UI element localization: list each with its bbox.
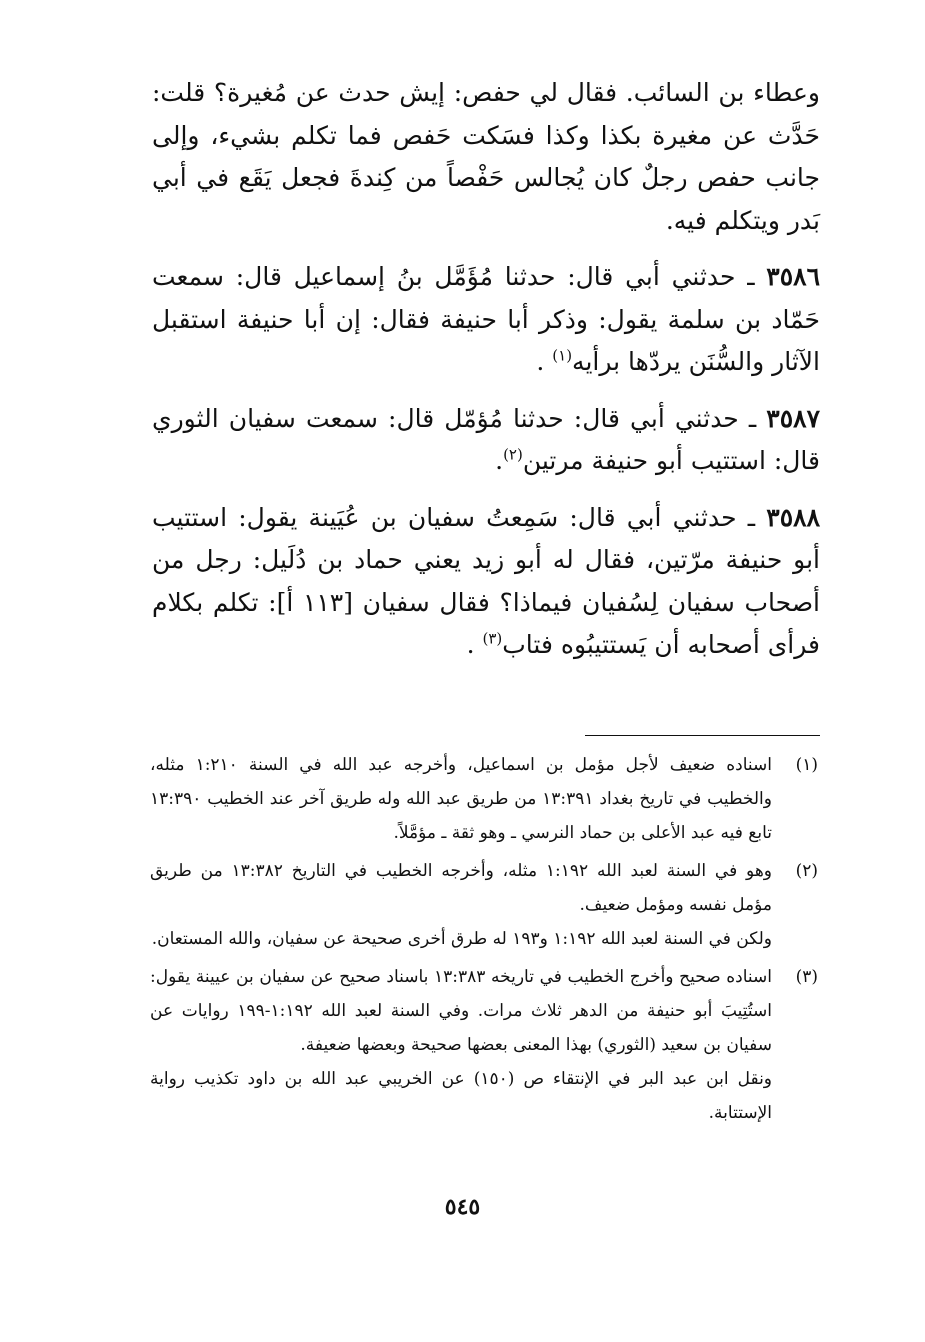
sentence-end: .	[495, 446, 504, 475]
footnote-mark: (٢)	[795, 861, 818, 881]
footnotes	[150, 748, 818, 1130]
footnote-line: اسناده صحيح وأخرج الخطيب في تاريخه ١٣:٣٨٣ باسناد صحيح عن سفيان بن عيينة يقول: استُتِيبَ أبو حنيفة من الدهر ثلاث مرات. وفي السنة لعبد الله ١:١٩٢-١٩٩ روايات عن سفيان بن سعيد (الثوري) بهذا المعنى بعضها صحيحة وبعضها ضعيفة.	[150, 967, 773, 1055]
main-text	[152, 72, 820, 667]
hadith-text: ـ حدثني أبي قال: حدثنا مُؤَمَّل بنُ إسماعيل قال: سمعت حَمّاد بن سلمة يقول: وذكر أبا حنيفة فقال: إن أبا حنيفة استقبل الآثار والسُّنَن يردّها برأيه	[152, 262, 820, 376]
footnote-mark: (١)	[795, 755, 818, 775]
footnote-2	[150, 854, 818, 956]
footnote-body	[150, 960, 772, 1130]
page-number: ٥٤٥	[444, 1194, 481, 1220]
footnote-body	[150, 748, 772, 850]
hadith-number: ٣٥٨٧	[766, 403, 820, 433]
paragraph-continuation: وعطاء بن السائب. فقال لي حفص: إيش حدث عن مُغيرة؟ قلت: حَدَّث عن مغيرة بكذا وكذا فسَكت حَفص فما تكلم بشيء، وإلى جانب حفص رجلٌ كان يُجالس حَفْصاً من كِندةَ فجعل يَقَع في أبي بَدر ويتكلم فيه.	[152, 78, 820, 235]
footnote-mark: (٣)	[795, 967, 818, 987]
hadith-3588	[152, 497, 820, 667]
hadith-3587	[152, 398, 820, 483]
footnote-line: اسناده ضعيف لأجل مؤمل بن اسماعيل، وأخرجه عبد الله في السنة ١:٢١٠ مثله، والخطيب في تاريخ بغداد ١٣:٣٩١ من طريق عبد الله وله طريق آخر عند الخطيب ١٣:٣٩٠ تابع فيه عبد الأعلى بن حماد النرسي ـ وهو ثقة ـ مؤمَّلاً.	[150, 755, 773, 843]
footnote-3	[150, 960, 818, 1130]
footnote-line: ولكن في السنة لعبد الله ١:١٩٢ و١٩٣ له طرق أخرى صحيحة عن سفيان، والله المستعان.	[151, 929, 772, 949]
footnote-divider	[585, 735, 820, 736]
hadith-number: ٣٥٨٨	[766, 502, 821, 532]
hadith-text: ـ حدثني أبي قال: حدثنا مُؤمّل قال: سمعت سفيان الثوري قال: استتيب أبو حنيفة مرتين	[152, 403, 820, 475]
footnote-line: ونقل ابن عبد البر في الإنتقاء ص (١٥٠) عن الخريبي عبد الله بن داود تكذيب رواية الإستتابة.	[150, 1069, 773, 1123]
footnote-ref: (٣)	[482, 629, 503, 648]
footnote-ref: (٢)	[503, 445, 523, 464]
hadith-number: ٣٥٨٦	[766, 262, 820, 291]
footnote-1	[150, 748, 818, 850]
footnote-body	[150, 854, 772, 956]
hadith-text: ـ حدثني أبي قال: سَمِعتُ سفيان بن عُيَينة يقول: استتيب أبو حنيفة مرّتين، فقال له أبو زيد يعني حماد بن دُلَيل: رجل من أصحاب سفيان لِسُفيان فيماذا؟ فقال سفيان [١١٣ أ]: تكلم بكلام فرأى أصحابه أن يَستتيبُوه فتاب	[152, 502, 820, 659]
sentence-end: .	[466, 630, 475, 659]
footnote-line: وهو في السنة لعبد الله ١:١٩٢ مثله، وأخرجه الخطيب في التاريخ ١٣:٣٨٢ من طريق مؤمل نفسه ومؤمل ضعيف.	[150, 861, 772, 915]
sentence-end: .	[536, 347, 545, 376]
footnote-ref: (١)	[552, 346, 573, 365]
hadith-3586	[152, 256, 820, 384]
